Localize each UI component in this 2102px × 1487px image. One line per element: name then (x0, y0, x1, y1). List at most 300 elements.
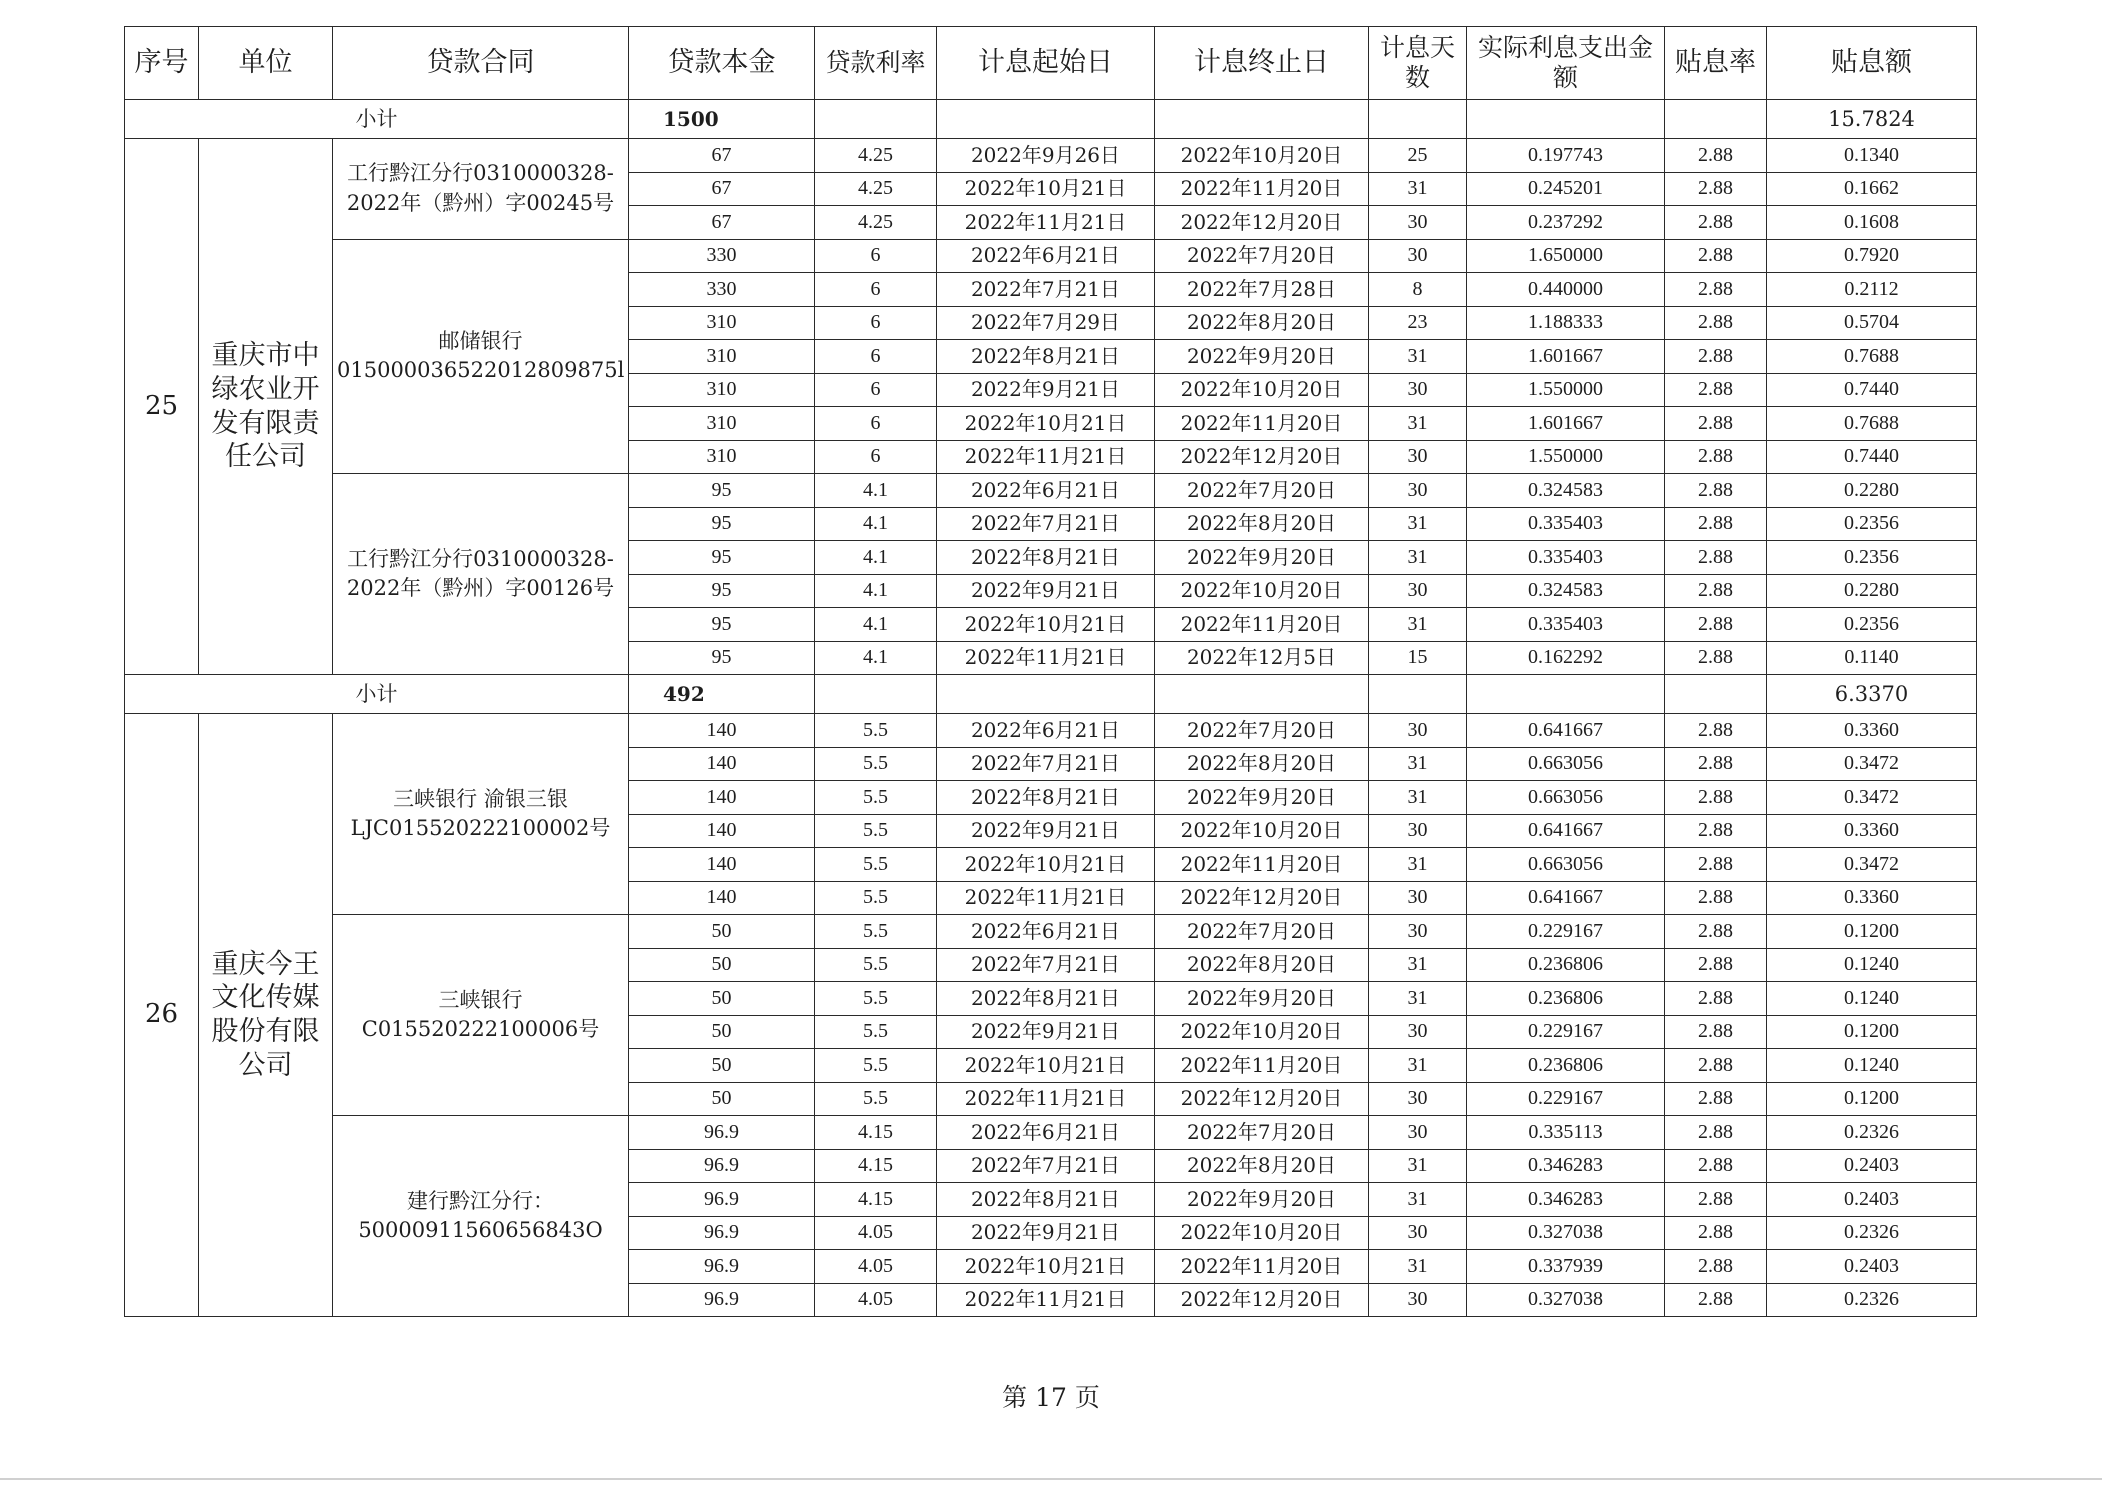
cell-subsidy: 0.3472 (1767, 848, 1977, 882)
cell-start-date: 2022年10月21日 (937, 172, 1155, 206)
cell-days: 31 (1369, 407, 1467, 441)
cell-days: 15 (1369, 641, 1467, 675)
cell-subsidy-rate: 2.88 (1665, 407, 1767, 441)
cell-interest: 0.663056 (1467, 848, 1665, 882)
cell-subsidy-rate: 2.88 (1665, 747, 1767, 781)
cell-principal: 95 (629, 474, 815, 508)
cell-principal: 96.9 (629, 1149, 815, 1183)
empty-cell (1369, 100, 1467, 139)
cell-principal: 50 (629, 1082, 815, 1116)
cell-rate: 4.1 (815, 474, 937, 508)
cell-rate: 4.15 (815, 1183, 937, 1217)
cell-subsidy-rate: 2.88 (1665, 373, 1767, 407)
cell-principal: 95 (629, 608, 815, 642)
empty-cell (1665, 100, 1767, 139)
empty-cell (1155, 100, 1369, 139)
cell-rate: 5.5 (815, 781, 937, 815)
cell-interest: 0.335403 (1467, 541, 1665, 575)
subtotal-row (125, 100, 1977, 139)
cell-principal: 330 (629, 239, 815, 273)
cell-rate: 6 (815, 340, 937, 374)
cell-days: 31 (1369, 1149, 1467, 1183)
cell-rate: 4.25 (815, 206, 937, 240)
cell-subsidy: 0.1240 (1767, 948, 1977, 982)
subtotal-principal: 492 (629, 675, 815, 714)
cell-subsidy-rate: 2.88 (1665, 1082, 1767, 1116)
cell-start-date: 2022年9月21日 (937, 373, 1155, 407)
cell-days: 23 (1369, 306, 1467, 340)
cell-subsidy-rate: 2.88 (1665, 608, 1767, 642)
cell-end-date: 2022年7月20日 (1155, 915, 1369, 949)
cell-days: 31 (1369, 1049, 1467, 1083)
cell-subsidy-rate: 2.88 (1665, 507, 1767, 541)
cell-start-date: 2022年7月21日 (937, 948, 1155, 982)
cell-end-date: 2022年9月20日 (1155, 541, 1369, 575)
cell-start-date: 2022年11月21日 (937, 1283, 1155, 1317)
cell-days: 31 (1369, 781, 1467, 815)
cell-end-date: 2022年10月20日 (1155, 139, 1369, 173)
cell-subsidy-rate: 2.88 (1665, 239, 1767, 273)
cell-subsidy-rate: 2.88 (1665, 641, 1767, 675)
cell-principal: 50 (629, 1049, 815, 1083)
header-row (125, 27, 1977, 100)
unit-name: 重庆市中绿农业开发有限责任公司 (199, 139, 333, 675)
cell-subsidy-rate: 2.88 (1665, 139, 1767, 173)
cell-rate: 5.5 (815, 915, 937, 949)
cell-subsidy: 0.7440 (1767, 373, 1977, 407)
cell-start-date: 2022年9月21日 (937, 574, 1155, 608)
cell-principal: 50 (629, 982, 815, 1016)
table-row (125, 474, 1977, 508)
unit-seq: 25 (125, 139, 199, 675)
cell-interest: 1.550000 (1467, 440, 1665, 474)
cell-principal: 310 (629, 440, 815, 474)
cell-rate: 6 (815, 239, 937, 273)
header-end: 计息终止日 (1155, 27, 1369, 100)
cell-subsidy: 0.2356 (1767, 608, 1977, 642)
cell-end-date: 2022年9月20日 (1155, 982, 1369, 1016)
cell-end-date: 2022年12月20日 (1155, 881, 1369, 915)
cell-days: 30 (1369, 574, 1467, 608)
cell-days: 30 (1369, 814, 1467, 848)
cell-days: 30 (1369, 1015, 1467, 1049)
cell-interest: 0.663056 (1467, 781, 1665, 815)
cell-days: 31 (1369, 948, 1467, 982)
cell-interest: 0.335403 (1467, 507, 1665, 541)
cell-principal: 50 (629, 1015, 815, 1049)
cell-subsidy-rate: 2.88 (1665, 1015, 1767, 1049)
cell-days: 8 (1369, 273, 1467, 307)
cell-subsidy-rate: 2.88 (1665, 915, 1767, 949)
cell-end-date: 2022年10月20日 (1155, 373, 1369, 407)
cell-start-date: 2022年8月21日 (937, 541, 1155, 575)
cell-end-date: 2022年7月20日 (1155, 474, 1369, 508)
cell-interest: 0.346283 (1467, 1149, 1665, 1183)
cell-principal: 96.9 (629, 1250, 815, 1284)
cell-rate: 4.05 (815, 1283, 937, 1317)
cell-start-date: 2022年8月21日 (937, 340, 1155, 374)
cell-days: 31 (1369, 982, 1467, 1016)
cell-principal: 50 (629, 915, 815, 949)
cell-rate: 6 (815, 440, 937, 474)
cell-rate: 4.05 (815, 1250, 937, 1284)
header-principal: 贷款本金 (629, 27, 815, 100)
cell-end-date: 2022年10月20日 (1155, 1216, 1369, 1250)
cell-days: 31 (1369, 608, 1467, 642)
cell-principal: 96.9 (629, 1216, 815, 1250)
cell-days: 30 (1369, 206, 1467, 240)
cell-rate: 6 (815, 306, 937, 340)
cell-rate: 5.5 (815, 714, 937, 748)
empty-cell (1467, 675, 1665, 714)
table-row (125, 714, 1977, 748)
cell-end-date: 2022年12月20日 (1155, 1283, 1369, 1317)
contract-name: 三峡银行C015520222100006号 (333, 915, 629, 1116)
cell-end-date: 2022年8月20日 (1155, 747, 1369, 781)
cell-interest: 0.324583 (1467, 474, 1665, 508)
cell-start-date: 2022年11月21日 (937, 440, 1155, 474)
cell-days: 30 (1369, 1116, 1467, 1150)
cell-subsidy: 0.1662 (1767, 172, 1977, 206)
cell-subsidy-rate: 2.88 (1665, 541, 1767, 575)
cell-subsidy: 0.3360 (1767, 714, 1977, 748)
cell-principal: 67 (629, 206, 815, 240)
cell-principal: 95 (629, 641, 815, 675)
cell-principal: 50 (629, 948, 815, 982)
header-seq: 序号 (125, 27, 199, 100)
cell-interest: 0.229167 (1467, 1082, 1665, 1116)
cell-subsidy: 0.3472 (1767, 747, 1977, 781)
cell-subsidy: 0.1240 (1767, 982, 1977, 1016)
cell-subsidy: 0.7920 (1767, 239, 1977, 273)
cell-subsidy-rate: 2.88 (1665, 814, 1767, 848)
cell-rate: 5.5 (815, 1015, 937, 1049)
cell-days: 31 (1369, 541, 1467, 575)
cell-end-date: 2022年10月20日 (1155, 814, 1369, 848)
cell-days: 31 (1369, 747, 1467, 781)
cell-days: 25 (1369, 139, 1467, 173)
cell-interest: 0.245201 (1467, 172, 1665, 206)
cell-start-date: 2022年9月21日 (937, 1216, 1155, 1250)
cell-end-date: 2022年8月20日 (1155, 306, 1369, 340)
cell-subsidy-rate: 2.88 (1665, 574, 1767, 608)
cell-rate: 4.25 (815, 139, 937, 173)
cell-principal: 310 (629, 373, 815, 407)
cell-subsidy: 0.2326 (1767, 1283, 1977, 1317)
cell-interest: 0.229167 (1467, 1015, 1665, 1049)
cell-subsidy-rate: 2.88 (1665, 340, 1767, 374)
cell-subsidy: 0.2403 (1767, 1250, 1977, 1284)
cell-interest: 0.663056 (1467, 747, 1665, 781)
header-days: 计息天数 (1369, 27, 1467, 100)
cell-interest: 0.229167 (1467, 915, 1665, 949)
cell-start-date: 2022年6月21日 (937, 714, 1155, 748)
header-contract: 贷款合同 (333, 27, 629, 100)
table-body (125, 27, 1977, 1317)
cell-rate: 4.05 (815, 1216, 937, 1250)
cell-start-date: 2022年10月21日 (937, 1250, 1155, 1284)
cell-rate: 5.5 (815, 881, 937, 915)
cell-subsidy-rate: 2.88 (1665, 306, 1767, 340)
cell-interest: 0.324583 (1467, 574, 1665, 608)
empty-cell (1467, 100, 1665, 139)
cell-subsidy: 0.2326 (1767, 1116, 1977, 1150)
cell-interest: 0.641667 (1467, 814, 1665, 848)
cell-end-date: 2022年11月20日 (1155, 1049, 1369, 1083)
cell-rate: 5.5 (815, 747, 937, 781)
cell-days: 30 (1369, 474, 1467, 508)
cell-end-date: 2022年12月20日 (1155, 206, 1369, 240)
empty-cell (815, 675, 937, 714)
cell-start-date: 2022年10月21日 (937, 407, 1155, 441)
cell-days: 31 (1369, 340, 1467, 374)
cell-end-date: 2022年10月20日 (1155, 574, 1369, 608)
cell-start-date: 2022年10月21日 (937, 848, 1155, 882)
cell-subsidy-rate: 2.88 (1665, 172, 1767, 206)
table-row (125, 915, 1977, 949)
cell-start-date: 2022年7月29日 (937, 306, 1155, 340)
empty-cell (937, 675, 1155, 714)
subtotal-label: 小计 (125, 675, 629, 714)
cell-start-date: 2022年7月21日 (937, 1149, 1155, 1183)
cell-days: 30 (1369, 881, 1467, 915)
cell-subsidy-rate: 2.88 (1665, 848, 1767, 882)
cell-subsidy-rate: 2.88 (1665, 714, 1767, 748)
cell-subsidy-rate: 2.88 (1665, 1183, 1767, 1217)
cell-subsidy: 0.1608 (1767, 206, 1977, 240)
loan-subsidy-table (124, 26, 1977, 1317)
cell-principal: 140 (629, 881, 815, 915)
cell-end-date: 2022年9月20日 (1155, 781, 1369, 815)
header-rate: 贷款利率 (815, 27, 937, 100)
cell-subsidy: 0.1200 (1767, 1015, 1977, 1049)
cell-end-date: 2022年12月5日 (1155, 641, 1369, 675)
table-row (125, 1116, 1977, 1150)
cell-end-date: 2022年7月20日 (1155, 714, 1369, 748)
cell-days: 31 (1369, 172, 1467, 206)
contract-name: 工行黔江分行0310000328-2022年（黔州）字00126号 (333, 474, 629, 675)
header-subsidy-rate: 贴息率 (1665, 27, 1767, 100)
cell-interest: 0.237292 (1467, 206, 1665, 240)
subtotal-subsidy: 15.7824 (1767, 100, 1977, 139)
cell-subsidy: 0.7688 (1767, 407, 1977, 441)
cell-principal: 140 (629, 747, 815, 781)
header-subsidy: 贴息额 (1767, 27, 1977, 100)
cell-days: 30 (1369, 440, 1467, 474)
cell-subsidy: 0.2280 (1767, 574, 1977, 608)
cell-subsidy: 0.2112 (1767, 273, 1977, 307)
cell-subsidy-rate: 2.88 (1665, 948, 1767, 982)
cell-rate: 4.15 (815, 1116, 937, 1150)
subtotal-label: 小计 (125, 100, 629, 139)
cell-rate: 6 (815, 407, 937, 441)
cell-start-date: 2022年10月21日 (937, 608, 1155, 642)
cell-subsidy-rate: 2.88 (1665, 206, 1767, 240)
cell-start-date: 2022年11月21日 (937, 206, 1155, 240)
cell-interest: 0.335113 (1467, 1116, 1665, 1150)
cell-subsidy: 0.3472 (1767, 781, 1977, 815)
empty-cell (1155, 675, 1369, 714)
cell-subsidy-rate: 2.88 (1665, 1216, 1767, 1250)
cell-days: 31 (1369, 1250, 1467, 1284)
cell-subsidy: 0.7688 (1767, 340, 1977, 374)
subtotal-subsidy: 6.3370 (1767, 675, 1977, 714)
cell-start-date: 2022年9月21日 (937, 1015, 1155, 1049)
table-row (125, 139, 1977, 173)
cell-interest: 1.550000 (1467, 373, 1665, 407)
empty-cell (1369, 675, 1467, 714)
cell-end-date: 2022年11月20日 (1155, 1250, 1369, 1284)
cell-rate: 5.5 (815, 1049, 937, 1083)
cell-rate: 5.5 (815, 848, 937, 882)
cell-start-date: 2022年9月21日 (937, 814, 1155, 848)
cell-end-date: 2022年12月20日 (1155, 440, 1369, 474)
cell-subsidy-rate: 2.88 (1665, 781, 1767, 815)
cell-start-date: 2022年6月21日 (937, 1116, 1155, 1150)
cell-days: 31 (1369, 507, 1467, 541)
cell-rate: 4.1 (815, 507, 937, 541)
cell-subsidy: 0.3360 (1767, 881, 1977, 915)
cell-start-date: 2022年7月21日 (937, 273, 1155, 307)
cell-start-date: 2022年6月21日 (937, 239, 1155, 273)
cell-interest: 1.601667 (1467, 340, 1665, 374)
cell-subsidy: 0.1140 (1767, 641, 1977, 675)
header-start: 计息起始日 (937, 27, 1155, 100)
cell-subsidy: 0.2326 (1767, 1216, 1977, 1250)
table-row (125, 239, 1977, 273)
cell-days: 30 (1369, 915, 1467, 949)
header-interest: 实际利息支出金额 (1467, 27, 1665, 100)
scan-edge-line (0, 1478, 2102, 1480)
cell-principal: 140 (629, 781, 815, 815)
cell-interest: 1.601667 (1467, 407, 1665, 441)
cell-subsidy-rate: 2.88 (1665, 1149, 1767, 1183)
cell-subsidy: 0.5704 (1767, 306, 1977, 340)
unit-name: 重庆今王文化传媒股份有限公司 (199, 714, 333, 1317)
cell-end-date: 2022年11月20日 (1155, 407, 1369, 441)
cell-interest: 0.641667 (1467, 881, 1665, 915)
subtotal-row (125, 675, 1977, 714)
cell-rate: 5.5 (815, 814, 937, 848)
cell-start-date: 2022年6月21日 (937, 915, 1155, 949)
cell-interest: 0.641667 (1467, 714, 1665, 748)
cell-principal: 140 (629, 848, 815, 882)
cell-subsidy: 0.2356 (1767, 507, 1977, 541)
empty-cell (937, 100, 1155, 139)
cell-rate: 5.5 (815, 1082, 937, 1116)
cell-principal: 310 (629, 340, 815, 374)
cell-subsidy: 0.2403 (1767, 1149, 1977, 1183)
cell-end-date: 2022年12月20日 (1155, 1082, 1369, 1116)
cell-interest: 0.236806 (1467, 1049, 1665, 1083)
cell-rate: 4.1 (815, 541, 937, 575)
cell-rate: 4.1 (815, 574, 937, 608)
cell-subsidy-rate: 2.88 (1665, 1049, 1767, 1083)
cell-principal: 67 (629, 172, 815, 206)
cell-principal: 96.9 (629, 1283, 815, 1317)
cell-subsidy-rate: 2.88 (1665, 1250, 1767, 1284)
cell-principal: 95 (629, 507, 815, 541)
cell-interest: 0.236806 (1467, 948, 1665, 982)
contract-name: 三峡银行 渝银三银LJC015520222100002号 (333, 714, 629, 915)
cell-days: 30 (1369, 714, 1467, 748)
cell-subsidy-rate: 2.88 (1665, 982, 1767, 1016)
cell-interest: 0.327038 (1467, 1216, 1665, 1250)
cell-end-date: 2022年8月20日 (1155, 507, 1369, 541)
cell-principal: 95 (629, 574, 815, 608)
cell-subsidy: 0.1240 (1767, 1049, 1977, 1083)
cell-principal: 67 (629, 139, 815, 173)
cell-subsidy-rate: 2.88 (1665, 273, 1767, 307)
cell-start-date: 2022年11月21日 (937, 1082, 1155, 1116)
cell-subsidy: 0.2280 (1767, 474, 1977, 508)
cell-interest: 0.197743 (1467, 139, 1665, 173)
cell-start-date: 2022年11月21日 (937, 881, 1155, 915)
cell-principal: 310 (629, 306, 815, 340)
cell-subsidy: 0.1200 (1767, 915, 1977, 949)
cell-interest: 0.162292 (1467, 641, 1665, 675)
cell-principal: 140 (629, 714, 815, 748)
cell-subsidy-rate: 2.88 (1665, 1116, 1767, 1150)
subtotal-principal: 1500 (629, 100, 815, 139)
cell-principal: 96.9 (629, 1183, 815, 1217)
cell-interest: 0.337939 (1467, 1250, 1665, 1284)
cell-rate: 4.25 (815, 172, 937, 206)
empty-cell (815, 100, 937, 139)
cell-interest: 1.650000 (1467, 239, 1665, 273)
cell-days: 30 (1369, 1082, 1467, 1116)
empty-cell (1665, 675, 1767, 714)
page-number: 第 17 页 (1002, 1383, 1100, 1412)
cell-end-date: 2022年8月20日 (1155, 948, 1369, 982)
cell-end-date: 2022年8月20日 (1155, 1149, 1369, 1183)
cell-subsidy: 0.7440 (1767, 440, 1977, 474)
cell-rate: 5.5 (815, 982, 937, 1016)
contract-name: 邮储银行015000036522012809875l (333, 239, 629, 474)
cell-days: 30 (1369, 1283, 1467, 1317)
cell-subsidy: 0.2356 (1767, 541, 1977, 575)
cell-interest: 0.440000 (1467, 273, 1665, 307)
cell-days: 31 (1369, 1183, 1467, 1217)
cell-days: 30 (1369, 1216, 1467, 1250)
cell-subsidy: 0.3360 (1767, 814, 1977, 848)
cell-principal: 310 (629, 407, 815, 441)
cell-interest: 0.236806 (1467, 982, 1665, 1016)
cell-start-date: 2022年7月21日 (937, 747, 1155, 781)
contract-name: 工行黔江分行0310000328-2022年（黔州）字00245号 (333, 139, 629, 240)
cell-subsidy: 0.1200 (1767, 1082, 1977, 1116)
cell-end-date: 2022年10月20日 (1155, 1015, 1369, 1049)
cell-start-date: 2022年6月21日 (937, 474, 1155, 508)
cell-rate: 4.1 (815, 641, 937, 675)
cell-subsidy-rate: 2.88 (1665, 1283, 1767, 1317)
cell-end-date: 2022年9月20日 (1155, 340, 1369, 374)
cell-rate: 4.15 (815, 1149, 937, 1183)
cell-subsidy: 0.2403 (1767, 1183, 1977, 1217)
cell-end-date: 2022年9月20日 (1155, 1183, 1369, 1217)
cell-end-date: 2022年11月20日 (1155, 848, 1369, 882)
cell-principal: 95 (629, 541, 815, 575)
cell-days: 31 (1369, 848, 1467, 882)
cell-days: 30 (1369, 239, 1467, 273)
cell-start-date: 2022年10月21日 (937, 1049, 1155, 1083)
document-sheet (124, 26, 1977, 1317)
cell-principal: 140 (629, 814, 815, 848)
cell-start-date: 2022年11月21日 (937, 641, 1155, 675)
header-unit: 单位 (199, 27, 333, 100)
cell-principal: 96.9 (629, 1116, 815, 1150)
cell-rate: 6 (815, 373, 937, 407)
